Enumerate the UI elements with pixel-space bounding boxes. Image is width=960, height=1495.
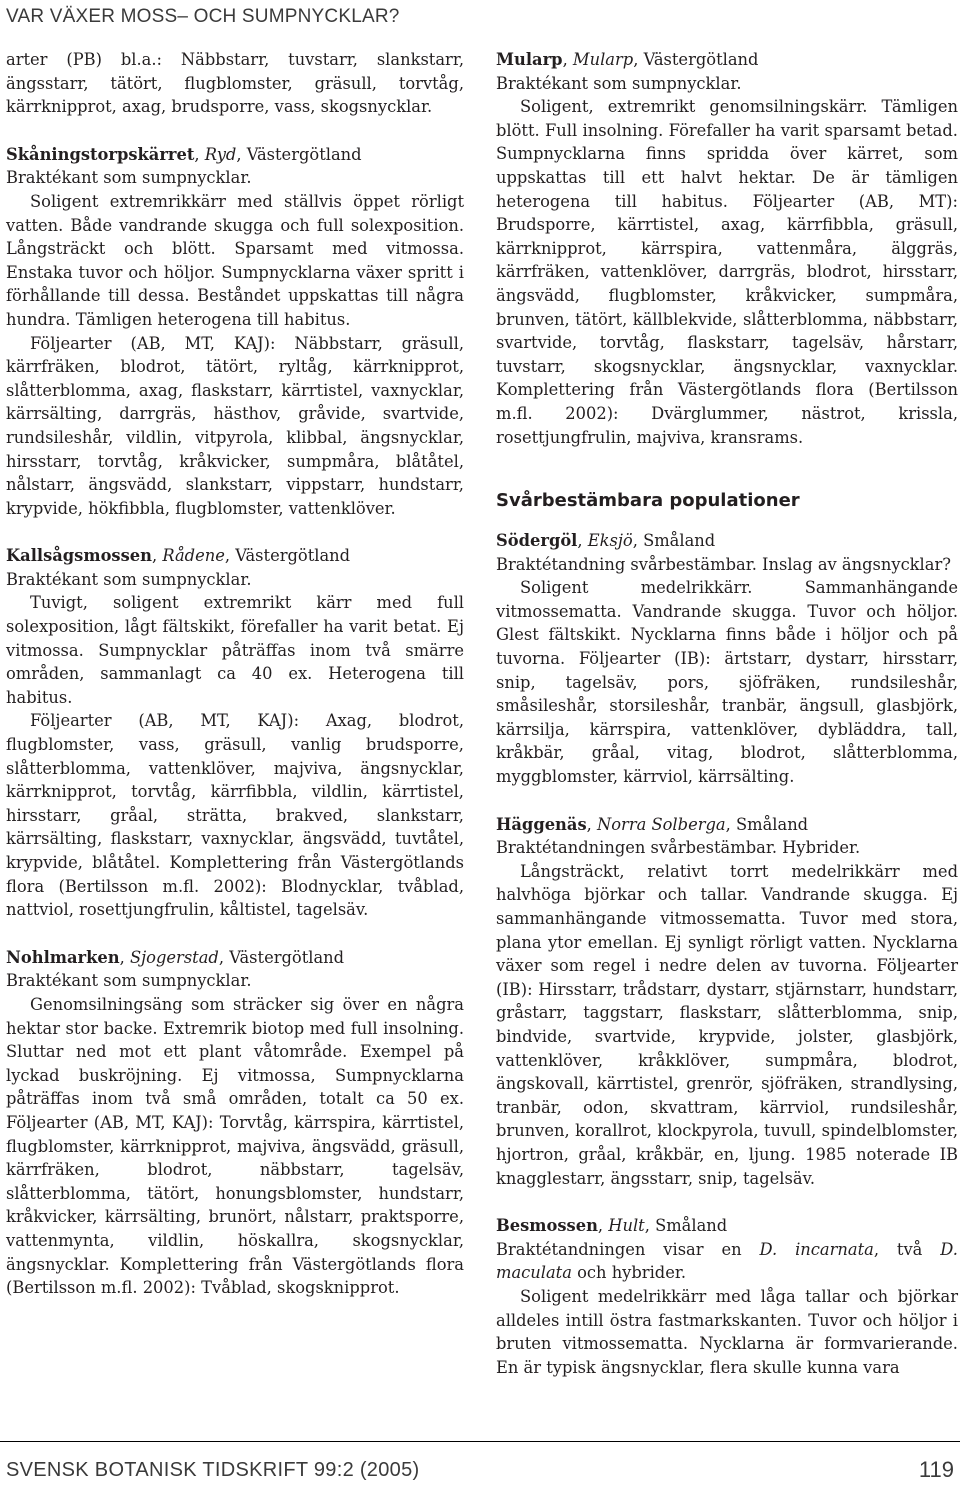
site-heading-besmossen: Besmossen, Hult, Småland [496, 1216, 728, 1236]
site-status [496, 1238, 958, 1285]
species-name: D. incarnata [759, 1239, 874, 1259]
site-province: Västergötland [235, 546, 351, 566]
page-number: 119 [918, 1457, 954, 1482]
site-name: Kallsågsmossen [6, 546, 152, 566]
site-name: Skåningstorpskärret [6, 144, 195, 164]
status-text: , två [873, 1239, 923, 1259]
left-column [6, 48, 464, 1300]
site-parish: Sjogerstad [129, 947, 219, 967]
status-text: Braktétandningen visar en [496, 1239, 742, 1259]
site-province: Småland [735, 814, 809, 834]
site-heading-mularp: Mularp, Mularp, Västergötland [496, 50, 759, 69]
site-status: Braktékant som sumpnycklar. [6, 971, 252, 991]
site-parish: Eksjö [587, 531, 633, 551]
intro-continuation: arter (PB) bl.a.: Näbbstarr, tuvstarr, slankstarr, ängsstarr, tätört, flugblomster, gräsull, torvtåg, kärrknipprot, axag, brudsporre, vass, skogsnycklar. [6, 50, 464, 117]
site-description: Soligent medelrikkärr med låga tallar och björkar alldeles intill östra fastmarkskanten. Tuvor och höljor i bruten vitmossematta. Nycklarna är formvarierande. En är typisk ängsnycklar, flera skulle kunna vara [496, 1286, 958, 1377]
site-companions: Följearter (AB, MT, KAJ): Näbbstarr, gräsull, kärrfräken, blodrot, tätört, ryltåg, kärrknipprot, slåtterblomma, axag, flaskstarr, kärrtistel, vaxnycklar, kärrsälting, darrgräs, hästhov, gråvide, svartvide, rundsileshår, vildlin, vitpyrola, klibbal, ängsnycklar, hirsstarr, torvtåg, kråkvicker, sumpmåra, blåtåtel, nålstarr, ängsvädd, slankstarr, vippstarr, hundstarr, krypvide, hökfibbla, flugblomster, vattenklöver. [6, 333, 464, 518]
journal-footer: SVENSK BOTANISK TIDSKRIFT 99:2 (2005) [6, 1459, 420, 1481]
site-name: Södergöl [496, 531, 578, 551]
site-parish: Mularp [572, 50, 634, 69]
section-heading: Svårbestämbara populationer [496, 490, 800, 512]
site-status: Braktétandning svårbestämbar. Inslag av ängsnycklar? [496, 554, 951, 574]
site-province: Västergötland [246, 144, 362, 164]
site-parish: Hult [608, 1216, 645, 1236]
site-name: Nohlmarken [6, 947, 120, 967]
site-description: Soligent, extremrikt genomsilningskärr. Tämligen blött. Full insolning. Förefaller ha varit sparsamt betad. Sumpnycklarna finns spridda över kärret, som uppskattas till ett halvt hektar. De är tämligen heterogena till habitus. Följearter (AB, MT): Brudsporre, kärrtistel, axag, kärrfibbla, gräsull, kärrknipprot, kärrspira, vattenmåra, älggräs, kärrfräken, vattenklöver, darrgräs, blodrot, hirsstarr, ängsvädd, flugblomster, kråkvicker, sumpmåra, brunven, tätört, källblekvide, slåtterblomma, näbbstarr, svartvide, torvtåg, flaskstarr, tagelsäv, hårstarr, tuvstarr, skogsnycklar, ängsnycklar, vaxnycklar. Komplettering från Västergötlands flora (Bertilsson m.fl. 2002): Dvärglummer, nästrot, krissla, rosettjungfrulin, majviva, kransrams. [496, 97, 958, 447]
site-province: Västergötland [643, 50, 759, 69]
site-heading-sodergol: Södergöl, Eksjö, Småland [496, 531, 716, 551]
site-description: Tuvigt, soligent extremrikt kärr med full solexposition, lågt fältskikt, förefaller ha varit betat. Ej vitmossa. Sumpnycklar påträffas inom två smärre områden, sammanlagt ca 40 ex. Heterogena till habitus. [6, 593, 464, 707]
site-description: Soligent medelrikkärr. Sammanhängande vitmossematta. Vandrande skugga. Tuvor och höljor. Glest fältskikt. Nycklarna finns både i höljor och på tuvorna. Följearter (IB): ärtstarr, dystarr, hirsstarr, snip, tagelsäv, pors, sjöfräken, rundsileshår, småsileshår, storsileshår, tranbär, ängsull, glasbjörk, kärrsilja, kärrspira, vattenklöver, dybläddra, tall, kråkbär, gråal, vitag, blodrot, slåtterblomma, myggblomster, kärrviol, kärrsälting. [496, 578, 958, 787]
site-province: Västergötland [229, 947, 345, 967]
site-name: Mularp [496, 50, 563, 69]
site-parish: Norra Solberga [596, 814, 726, 834]
site-heading-skaningstorp: Skåningstorpskärret, Ryd, Västergötland [6, 144, 362, 164]
site-description: Långsträckt, relativt torrt medelrikkärr med halvhöga björkar och tallar. Vandrande skugga. Ej sammanhängande vitmossematta. Tuvor med stora, plana ytor emellan. Ej synligt rörligt vatten. Nycklarna växer som regel i nedre delen av tuvorna. Följearter (IB): Hirsstarr, trådstarr, dystarr, stjärnstarr, hundstarr, gråstarr, taggstarr, flaskstarr, slåtterblomma, snip, bindvide, svartvide, krypvide, jolster, glasbjörk, vattenklöver, kråkklöver, sumpmåra, blodrot, ängskovall, kärrtistel, grenrör, sjöfräken, strandlysing, tranbär, odon, skvattram, kärrviol, rundsileshår, brunven, korallrot, klockpyrola, tuvull, spindelblomster, hjortron, gråal, kråkbär, en, ljung. 1985 noterade IB knagglestarr, ängsstarr, snip, tagelsäv. [496, 861, 958, 1188]
site-heading-kallsagsmossen: Kallsågsmossen, Rådene, Västergötland [6, 546, 351, 566]
site-status: Braktékant som sumpnycklar. [6, 168, 252, 188]
site-status: Braktékant som sumpnycklar. [6, 569, 252, 589]
site-name: Häggenäs [496, 814, 587, 834]
status-text: och hybrider. [577, 1263, 687, 1283]
site-heading-haggenas: Häggenäs, Norra Solberga, Småland [496, 814, 809, 834]
site-description: Soligent extremrikkärr med ställvis öppet rörligt vatten. Både vandrande skugga och full solexposition. Långsträckt och blött. Sparsamt med vitmossa. Enstaka tuvor och höljor. Sumpnycklarna växer spritt i förhållande till dessa. Beståndet uppskattas till några hundra. Tämligen heterogena till habitus. [6, 191, 464, 329]
site-province: Småland [643, 531, 716, 551]
footer-rule [0, 1441, 960, 1442]
site-description: Genomsilningsäng som sträcker sig över en några hektar stor backe. Extremrik biotop med full insolning. Sluttar ned mot ett plant våtområde. Exempel på lyckad buskröjning. Ej vitmossa, Sumpnycklarna påträffas inom två små områden, totalt ca 50 ex. Följearter (AB, MT, KAJ): Torvtåg, kärrspira, kärrtistel, flugblomster, kärrknipprot, majviva, ängsvädd, gräsull, kärrfräken, blodrot, näbbstarr, tagelsäv, slåtterblomma, tätört, honungsblomster, hundstarr, kråkvicker, kärrsälting, brunört, nålstarr, praktsporre, vattenmynta, vildlin, höskallra, skogsnycklar, ängsnycklar. Komplettering från Västergötlands flora (Bertilsson m.fl. 2002): Tvåblad, skogsknipprot. [6, 994, 464, 1298]
right-column [496, 48, 958, 1379]
running-head: VAR VÄXER MOSS– OCH SUMPNYCKLAR? [6, 6, 400, 27]
site-companions: Följearter (AB, MT, KAJ): Axag, blodrot, flugblomster, vass, gräsull, vanlig brudsporre, slåtterblomma, vattenklöver, majviva, ängsnycklar, kärrknipprot, torvtåg, kärrfibbla, vildlin, kärrtistel, hirsstarr, gråal, strätta, brakved, slankstarr, kärrsälting, flaskstarr, vaxnycklar, ängsvädd, tuvtåtel, krypvide, blåtåtel. Komplettering från Västergötlands flora (Bertilsson m.fl. 2002): Blodnycklar, tvåblad, nattviol, rosettjungfrulin, kåltistel, tagelsäv. [6, 711, 464, 920]
site-parish: Rådene [162, 546, 225, 566]
species-name: D. maculata [496, 1239, 958, 1283]
site-province: Småland [655, 1216, 728, 1236]
site-name: Besmossen [496, 1216, 598, 1236]
site-status: Braktétandningen svårbestämbar. Hybrider. [496, 838, 861, 858]
site-heading-nohlmarken: Nohlmarken, Sjogerstad, Västergötland [6, 947, 345, 967]
site-status: Braktékant som sumpnycklar. [496, 73, 742, 93]
site-parish: Ryd [204, 144, 237, 164]
